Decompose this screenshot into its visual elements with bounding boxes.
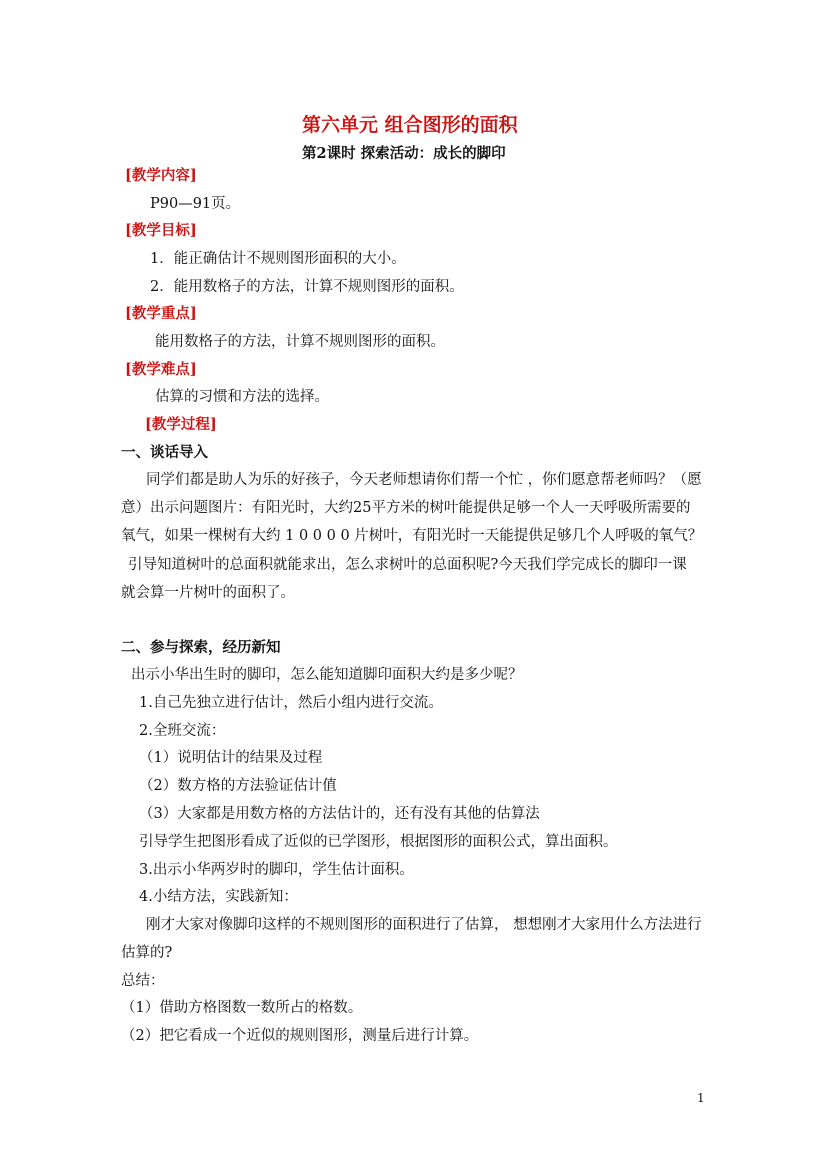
step-subitem: （3）大家都是用数方格的方法估计的，还有没有其他的估算法 [139, 806, 540, 822]
section-heading-key: [教学重点] [125, 305, 197, 322]
lesson-subtitle: 第2课时 探索活动：成长的脚印 [302, 145, 506, 162]
paragraph-line: 同学们都是助人为乐的好孩子，今天老师想请你们帮一个忙 ，你们愿意帮老师吗？（愿 [146, 472, 702, 488]
summary-label: 总结： [121, 973, 165, 989]
step-item-1: 1.自己先独立进行估计，然后小组内进行交流。 [139, 695, 443, 711]
step-subitem: （1）说明估计的结果及过程 [139, 750, 323, 766]
step-item-4: 4.小结方法，实践新知： [139, 889, 298, 905]
section-heading-process: [教学过程] [145, 416, 217, 433]
section-heading-content: [教学内容] [125, 167, 197, 184]
summary-item-2: （2）把它看成一个近似的规则图形，测量后进行计算。 [121, 1028, 479, 1044]
paragraph-line: 就会算一片树叶的面积了。 [121, 585, 295, 601]
goal-item-1: 1．能正确估计不规则图形面积的大小。 [150, 251, 406, 267]
part1-heading: 一、谈话导入 [121, 444, 208, 461]
paragraph-line: 引导知道树叶的总面积就能求出，怎么求树叶的总面积呢?今天我们学完成长的脚印一课 [128, 557, 687, 573]
step-item-2: 2.全班交流： [139, 723, 226, 739]
key-text: 能用数格子的方法，计算不规则图形的面积。 [155, 334, 445, 350]
section-heading-goals: [教学目标] [125, 222, 197, 239]
summary-item-1: （1）借助方格图数一数所占的格数。 [121, 1000, 363, 1016]
section-heading-difficulty: [教学难点] [125, 361, 197, 378]
paragraph-line: 氧气，如果一棵树有大约 1 0 0 0 0 片树叶，有阳光时一天能提供足够几个人呼吸的氧气？ [121, 528, 703, 544]
document-title: 第六单元 组合图形的面积 [302, 114, 518, 136]
paragraph-line: 估算的? [121, 945, 173, 961]
paragraph-line: 出示小华出生时的脚印，怎么能知道脚印面积大约是多少呢？ [131, 667, 523, 683]
content-text: P90—91页。 [150, 196, 241, 212]
difficulty-text: 估算的习惯和方法的选择。 [155, 389, 329, 405]
paragraph-line: 引导学生把图形看成了近似的已学图形，根据图形的面积公式，算出面积。 [139, 834, 618, 850]
paragraph-line: 意）出示问题图片：有阳光时，大约25平方米的树叶能提供足够一个人一天呼吸所需要的 [121, 500, 691, 516]
step-subitem: （2）数方格的方法验证估计值 [139, 778, 337, 794]
step-item-3: 3.出示小华两岁时的脚印，学生估计面积。 [139, 862, 414, 878]
page-number: 1 [697, 1091, 705, 1105]
paragraph-line: 刚才大家对像脚印这样的不规则图形的面积进行了估算， 想想刚才大家用什么方法进行 [146, 917, 702, 933]
goal-item-2: 2．能用数格子的方法，计算不规则图形的面积。 [150, 279, 464, 295]
part2-heading: 二、参与探索，经历新知 [121, 639, 281, 656]
